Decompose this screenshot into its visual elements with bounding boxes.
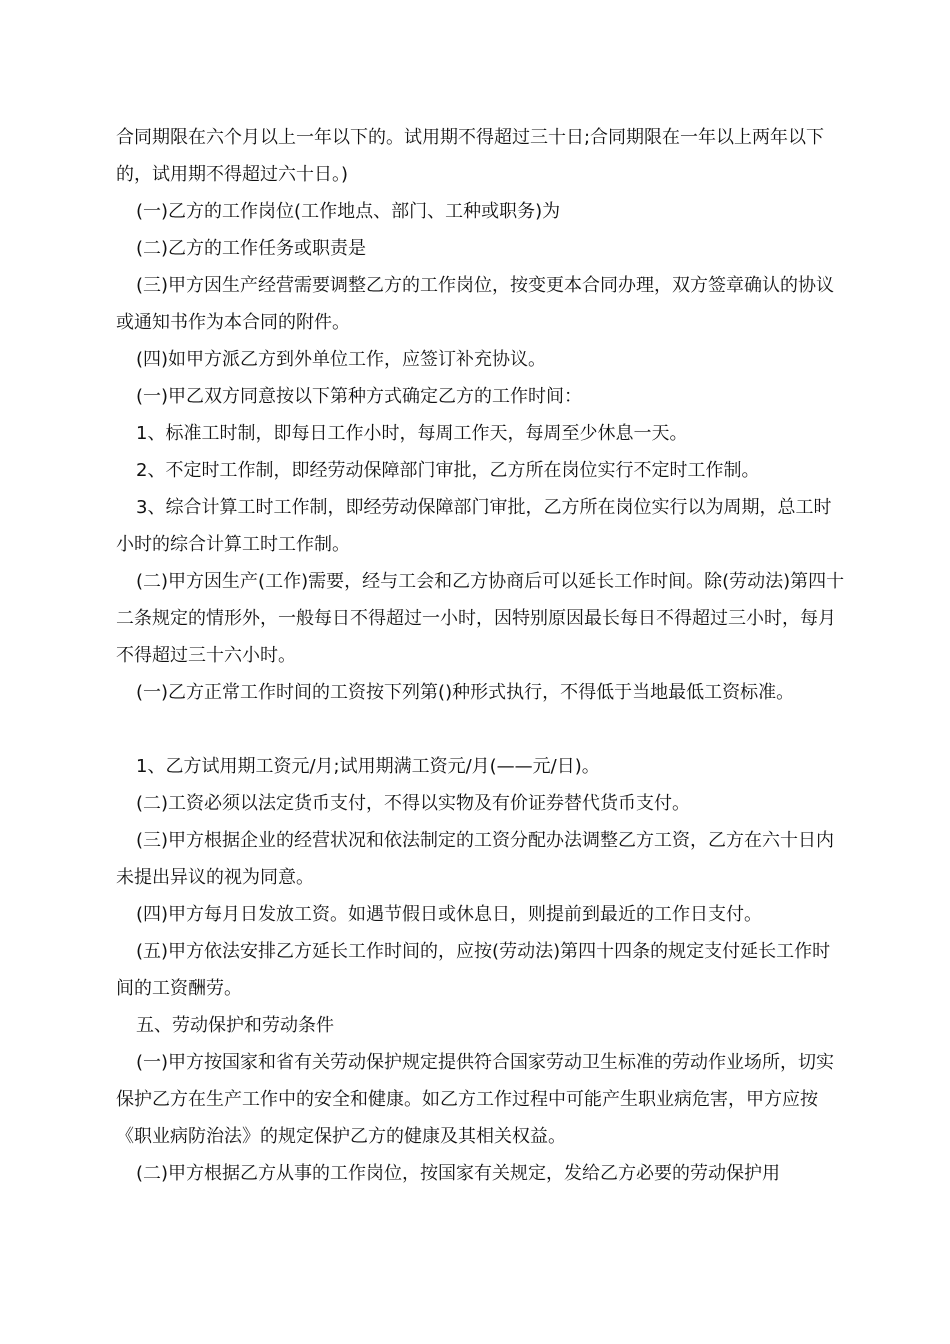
paragraph-probation-wage: 1、乙方试用期工资元/月;试用期满工资元/月(——元/日)。 (136, 756, 600, 777)
paragraph-working-time-mode: (一)甲乙双方同意按以下第种方式确定乙方的工作时间： (136, 386, 583, 407)
paragraph-payday: (四)甲方每月日发放工资。如遇节假日或休息日，则提前到最近的工作日支付。 (136, 904, 763, 925)
paragraph-wage-form: (一)乙方正常工作时间的工资按下列第()种形式执行，不得低于当地最低工资标准。 (136, 682, 795, 703)
paragraph-overtime-pay: (五)甲方依法安排乙方延长工作时间的，应按(劳动法)第四十四条的规定支付延长工作时间的工资酬劳。 (116, 941, 831, 999)
document-body (116, 119, 846, 1192)
paragraph-flexible-hours: 2、不定时工作制，即经劳动保障部门审批，乙方所在岗位实行不定时工作制。 (136, 460, 760, 481)
paragraph-job-position: (一)乙方的工作岗位(工作地点、部门、工种或职务)为 (136, 201, 561, 222)
paragraph-protective-equipment: (二)甲方根据乙方从事的工作岗位，按国家有关规定，发给乙方必要的劳动保护用 (136, 1163, 781, 1184)
paragraph-overtime: (二)甲方因生产(工作)需要，经与工会和乙方协商后可以延长工作时间。除(劳动法)第四十二条规定的情形外，一般每日不得超过一小时，因特别原因最长每日不得超过三小时，每月不得超过三十六小时。 (116, 571, 845, 666)
paragraph-wage-adjustment: (三)甲方根据企业的经营状况和依法制定的工资分配办法调整乙方工资，乙方在六十日内未提出异议的视为同意。 (116, 830, 835, 888)
paragraph-position-adjustment: (三)甲方因生产经营需要调整乙方的工作岗位，按变更本合同办理，双方签章确认的协议或通知书作为本合同的附件。 (116, 275, 835, 333)
paragraph-job-duties: (二)乙方的工作任务或职责是 (136, 238, 367, 259)
paragraph-comprehensive-hours: 3、综合计算工时工作制，即经劳动保障部门审批，乙方所在岗位实行以为周期，总工时小时的综合计算工时工作制。 (116, 497, 832, 555)
paragraph-probation-period: 合同期限在六个月以上一年以下的。试用期不得超过三十日;合同期限在一年以上两年以下的，试用期不得超过六十日。) (116, 127, 825, 185)
paragraph-external-assignment: (四)如甲方派乙方到外单位工作，应签订补充协议。 (136, 349, 547, 370)
paragraph-standard-hours: 1、标准工时制，即每日工作小时，每周工作天，每周至少休息一天。 (136, 423, 688, 444)
paragraph-legal-currency: (二)工资必须以法定货币支付，不得以实物及有价证券替代货币支付。 (136, 793, 691, 814)
paragraph-workplace-safety: (一)甲方按国家和省有关劳动保护规定提供符合国家劳动卫生标准的劳动作业场所，切实保护乙方在生产工作中的安全和健康。如乙方工作过程中可能产生职业病危害，甲方应按《职业病防治法》的规定保护乙方的健康及其相关权益。 (116, 1052, 835, 1147)
section-heading-labor-protection: 五、劳动保护和劳动条件 (136, 1015, 334, 1036)
